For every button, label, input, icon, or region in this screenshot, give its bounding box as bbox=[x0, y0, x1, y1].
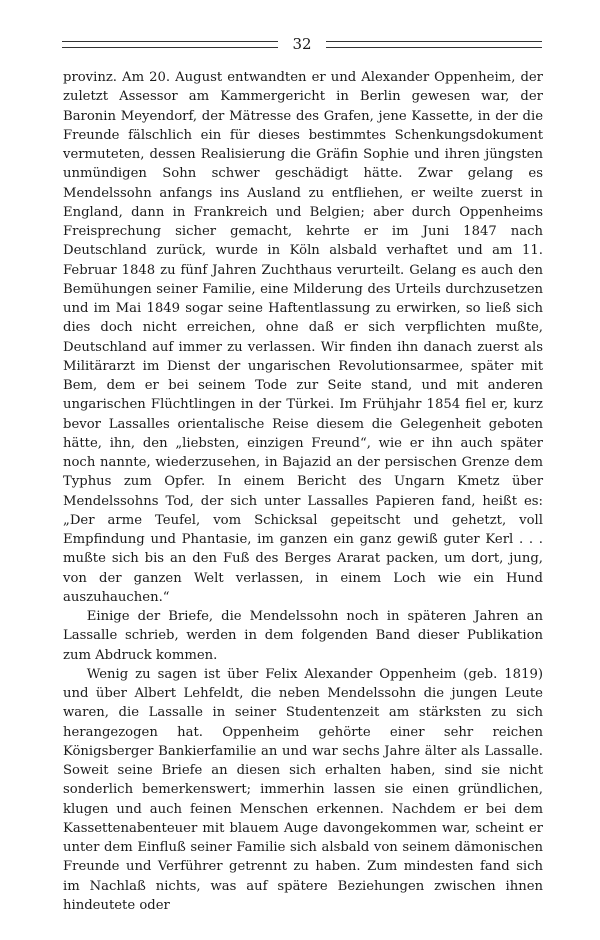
body-text bbox=[63, 68, 543, 915]
page-number: 32 bbox=[292, 35, 312, 53]
header-rule-left bbox=[62, 41, 278, 48]
header-rule-right bbox=[326, 41, 542, 48]
page-header bbox=[62, 34, 542, 54]
paragraph-continued: provinz. Am 20. August entwandten er und Alexander Oppenheim, der zuletzt Assessor am Kammergericht in Berlin gewesen war, der Baronin Meyendorf, der Mätresse des Grafen, jene Kassette, in der die Freunde fälschlich ein für dieses bestimmtes Schenkungsdokument vermuteten, dessen Realisierung die Gräfin Sophie und ihren jüngsten unmündigen Sohn schwer geschädigt hätte. Zwar gelang es Mendelssohn anfangs ins Ausland zu entfliehen, er weilte zuerst in England, dann in Frankreich und Belgien; aber durch Oppenheims Freisprechung sicher gemacht, kehrte er im Juni 1847 nach Deutschland zurück, wurde in Köln alsbald verhaftet und am 11. Februar 1848 zu fünf Jahren Zuchthaus verurteilt. Gelang es auch den Bemühungen seiner Familie, eine Milderung des Urteils durchzusetzen und im Mai 1849 sogar seine Haftentlassung zu erwirken, so ließ sich dies doch nicht erreichen, ohne daß er sich verpflichten mußte, Deutschland auf immer zu verlassen. Wir finden ihn danach zuerst als Militärarzt im Dienst der ungarischen Revolutionsarmee, später mit Bem, dem er bei seinem Tode zur Seite stand, und mit anderen ungarischen Flüchtlingen in der Türkei. Im Frühjahr 1854 fiel er, kurz bevor Lassalles orientalische Reise diesem die Gelegenheit geboten hätte, ihn, den „liebsten, einzigen Freund“, wie er ihn auch später noch nannte, wiederzusehen, in Bajazid an der persischen Grenze dem Typhus zum Opfer. In einem Bericht des Ungarn Kmetz über Mendelssohns Tod, der sich unter Lassalles Papieren fand, heißt es: „Der arme Teufel, vom Schicksal gepeitscht und gehetzt, voll Empfindung und Phantasie, im ganzen ein ganz gewiß guter Kerl . . . mußte sich bis an den Fuß des Berges Ararat packen, um dort, jung, von der ganzen Welt verlassen, in einem Loch wie ein Hund auszuhauchen.“ bbox=[63, 70, 543, 605]
paragraph: Wenig zu sagen ist über Felix Alexander Oppenheim (geb. 1819) und über Albert Lehfeldt, die neben Mendelssohn die jungen Leute waren, die Lassalle in seiner Studentenzeit am stärksten zu sich herangezogen hat. Oppenheim gehörte einer sehr reichen Königsberger Bankierfamilie an und war sechs Jahre älter als Lassalle. Soweit seine Briefe an diesen sich erhalten haben, sind sie nicht sonderlich bemerkenswert; immerhin lassen sie einen gründlichen, klugen und auch feinen Menschen erkennen. Nachdem er bei dem Kassettenabenteuer mit blauem Auge davongekommen war, scheint er unter dem Einfluß seiner Familie sich alsbald von seinem dämonischen Freunde und Verführer getrennt zu haben. Zum mindesten fand sich im Nachlaß nichts, was auf spätere Beziehungen zwischen ihnen hindeutete oder bbox=[63, 666, 543, 913]
paragraph: Einige der Briefe, die Mendelssohn noch in späteren Jahren an Lassalle schrieb, werden in dem folgenden Band dieser Publikation zum Abdruck kommen. bbox=[63, 609, 543, 663]
